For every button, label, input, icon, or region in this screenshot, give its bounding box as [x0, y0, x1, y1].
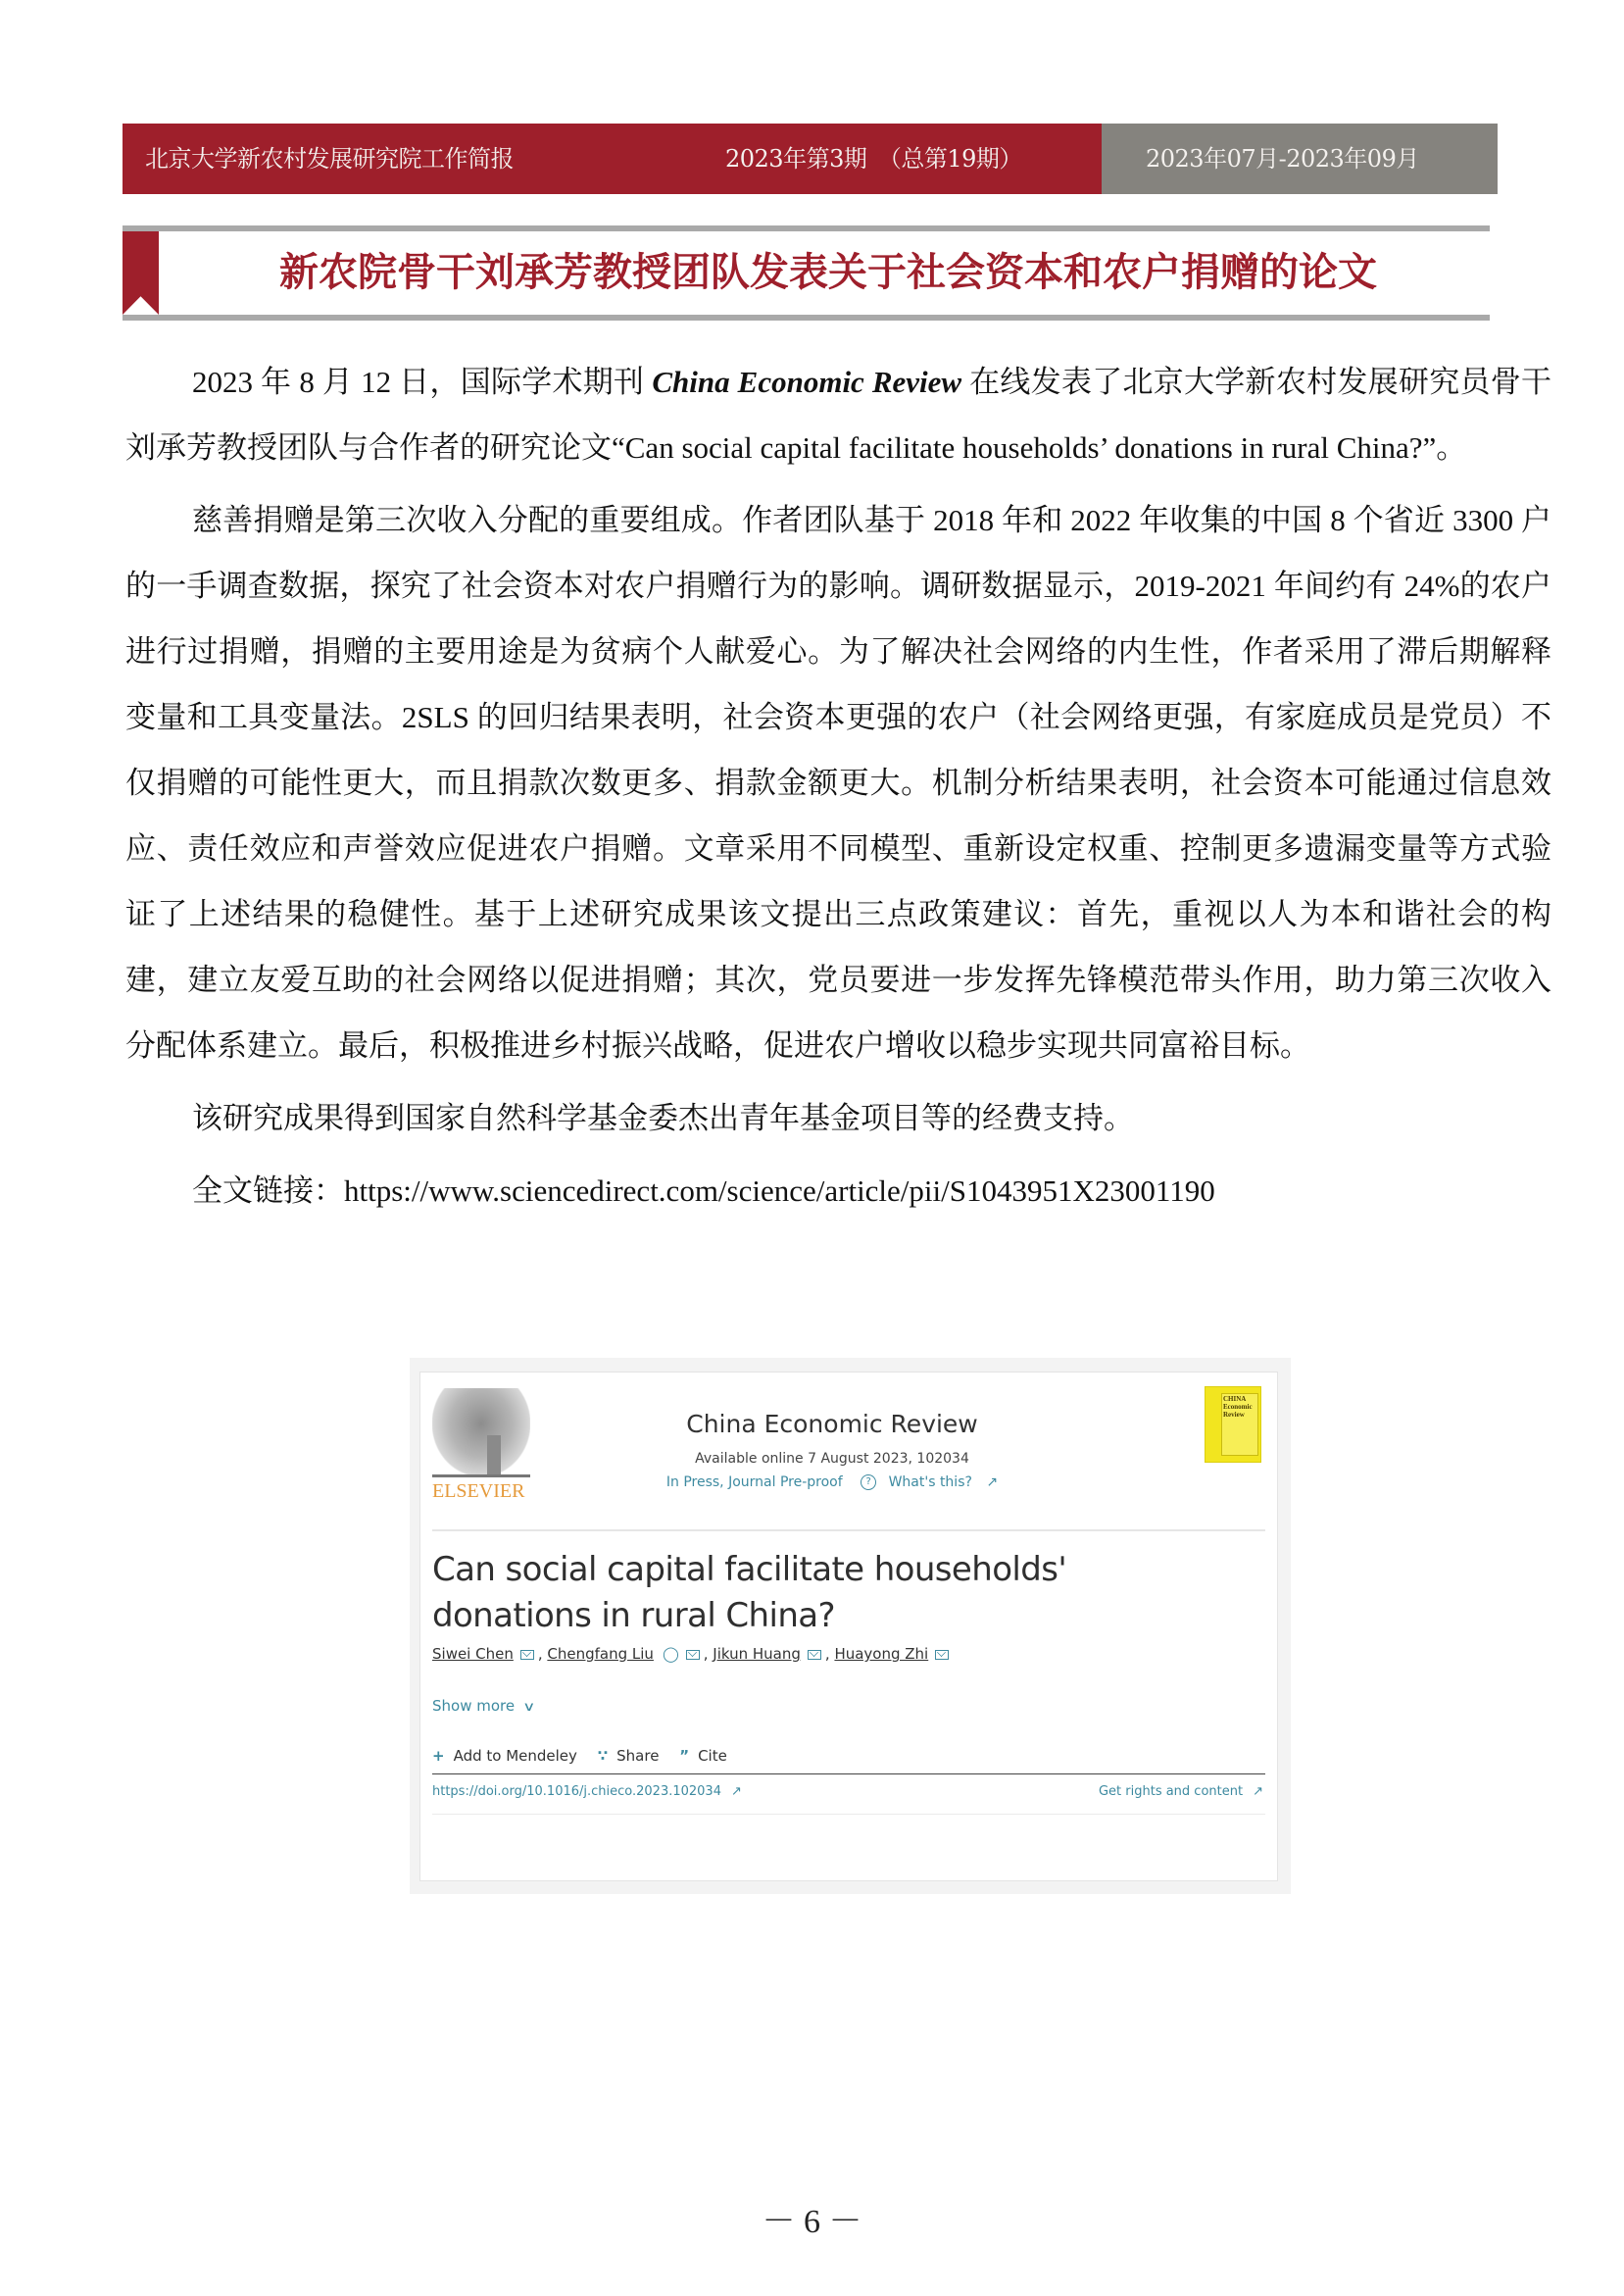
share-label: Share	[616, 1747, 660, 1765]
header-gray-section	[1102, 124, 1498, 194]
question-icon: ?	[861, 1474, 876, 1490]
divider	[432, 1773, 1265, 1774]
elsevier-logo	[430, 1386, 538, 1514]
whats-this-link[interactable]: What's this?	[888, 1474, 972, 1490]
quote-icon: ”	[679, 1747, 690, 1765]
journal-title-link[interactable]: China Economic Review	[686, 1410, 978, 1438]
person-icon: ◯	[662, 1645, 679, 1663]
share-button[interactable]	[598, 1747, 660, 1765]
tree-icon	[432, 1388, 530, 1476]
author-link[interactable]: Huayong Zhi	[834, 1645, 929, 1663]
mail-icon[interactable]	[520, 1650, 534, 1660]
paragraph-findings: 慈善捐赠是第三次收入分配的重要组成。作者团队基于 2018 年和 2022 年收集的中国 8 个省近 3300 户的一手调查数据，探究了社会资本对农户捐赠行为的影响。调研数据显示，2019-2021 年间约有 24%的农户进行过捐赠，捐赠的主要用途是为贫病个人献爱心。为了解决社会网络的内生性，作者采用了滞后期解释变量和工具变量法。2SLS 的回归结果表明，社会资本更强的农户（社会网络更强，有家庭成员是党员）不仅捐赠的可能性更大，而且捐款次数更多、捐款金额更大。机制分析结果表明，社会资本可能通过信息效应、责任效应和声誉效应促进农户捐赠。文章采用不同模型、重新设定权重、控制更多遗漏变量等方式验证了上述结果的稳健性。基于上述研究成果该文提出三点政策建议：首先，重视以人为本和谐社会的构建，建立友爱互助的社会网络以促进捐赠；其次，党员要进一步发挥先锋模范带头作用，助力第三次收入分配体系建立。最后，积极推进乡村振兴战略，促进农户增收以稳步实现共同富裕目标。	[125, 503, 1551, 1063]
chevron-down-icon: ∨	[522, 1700, 536, 1715]
plus-icon: +	[432, 1747, 445, 1765]
doi-text: https://doi.org/10.1016/j.chieco.2023.102034	[432, 1784, 721, 1799]
divider	[432, 1814, 1265, 1815]
fulltext-link[interactable]: https://www.sciencedirect.com/science/article/pii/S1043951X23001190	[344, 1173, 1215, 1208]
journal-name: China Economic Review	[652, 365, 962, 399]
divider	[432, 1529, 1265, 1531]
paragraph-funding: 该研究成果得到国家自然科学基金委杰出青年基金项目等的经费支持。	[192, 1101, 1134, 1135]
mail-icon[interactable]	[935, 1650, 949, 1660]
title-bottom-rule	[123, 315, 1490, 321]
add-to-mendeley-label: Add to Mendeley	[453, 1747, 577, 1765]
journal-cover-thumbnail[interactable]	[1205, 1386, 1261, 1463]
cite-button[interactable]	[679, 1747, 727, 1765]
cite-label: Cite	[698, 1747, 727, 1765]
page-number: － 6 －	[762, 2204, 862, 2240]
tree-trunk-icon	[487, 1435, 501, 1476]
doi-link[interactable]	[432, 1784, 742, 1799]
get-rights-link[interactable]	[1099, 1784, 1263, 1799]
newsletter-header-bar	[123, 124, 1498, 194]
paper-title: Can social capital facilitate households' donations in rural China?	[432, 1550, 1067, 1635]
mail-icon[interactable]	[808, 1650, 821, 1660]
issue-number: 2023年第3期 （总第19期）	[725, 145, 1022, 173]
logo-base-line	[432, 1474, 530, 1477]
author-link[interactable]: Siwei Chen	[432, 1645, 514, 1663]
press-status-label: In Press, Journal Pre-proof	[665, 1474, 843, 1490]
cover-title: CHINA Economic Review	[1223, 1395, 1253, 1419]
available-online: Available online 7 August 2023, 102034	[695, 1451, 969, 1467]
article-body	[125, 349, 1551, 1223]
add-to-mendeley-button[interactable]	[432, 1747, 577, 1765]
show-more-button[interactable]	[432, 1697, 534, 1715]
author-link[interactable]: Jikun Huang	[713, 1645, 801, 1663]
publication-name: 北京大学新农村发展研究院工作简报	[145, 145, 514, 173]
elsevier-wordmark: ELSEVIER	[432, 1480, 525, 1502]
article-actions	[432, 1747, 743, 1765]
sciencedirect-card	[419, 1372, 1278, 1881]
paragraph-link	[125, 1158, 1551, 1223]
show-more-label: Show more	[432, 1697, 516, 1715]
author-link[interactable]: Chengfang Liu	[547, 1645, 654, 1663]
press-status	[577, 1474, 1087, 1490]
article-title: 新农院骨干刘承芳教授团队发表关于社会资本和农户捐赠的论文	[279, 250, 1377, 295]
bookmark-ribbon-icon	[123, 231, 159, 315]
paragraph-intro	[125, 349, 1551, 480]
author-list: Siwei Chen , Chengfang Liu ◯ , Jikun Huang , Huayong Zhi	[432, 1645, 953, 1663]
external-link-icon: ↗	[730, 1784, 742, 1799]
rights-text: Get rights and content	[1098, 1784, 1244, 1799]
link-label: 全文链接：	[192, 1173, 344, 1208]
issue-period: 2023年07月-2023年09月	[1146, 145, 1419, 173]
header-red-section	[123, 124, 1102, 194]
article-screenshot	[410, 1358, 1291, 1894]
intro-text-post: 在线发表了北京大学新农村发展研究员骨干刘承芳教授团队与合作者的研究论文“Can social capital facilitate households’ donations in rural China?”。	[125, 365, 1552, 465]
external-link-icon: ↗	[986, 1474, 999, 1490]
share-icon: ∵	[597, 1747, 609, 1765]
external-link-icon: ↗	[1253, 1784, 1263, 1799]
mail-icon[interactable]	[686, 1650, 700, 1660]
intro-text-pre: 2023 年 8 月 12 日，国际学术期刊	[192, 365, 653, 399]
